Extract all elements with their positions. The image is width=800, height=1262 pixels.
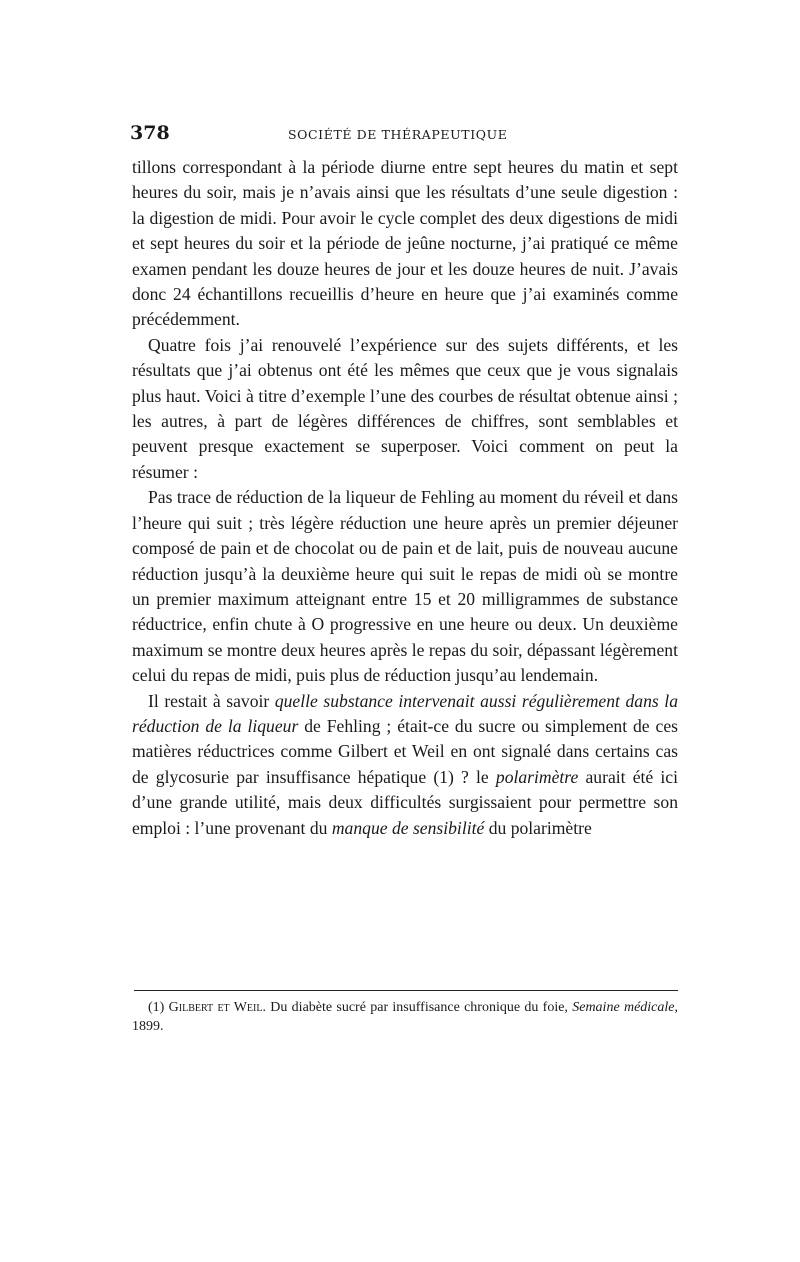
text-run: tillons correspondant à la période diurne entre sept heures du matin et sept heures du soir, mais je n’avais ainsi que les résultats d’une seule digestion : la digestion de midi. Pour avoir le cycle complet des deux digestions de midi et sept heures du soir et la période de jeûne nocturne, j’ai pratiqué ce même examen pendant les douze heures de jour et les douze heures de nuit. J’avais donc 24 échantillons recueillis d’heure en heure que j’ai examinés comme précédemment. (132, 157, 678, 330)
paragraph (132, 485, 678, 688)
footnote-marker: (1) (148, 1000, 165, 1015)
text-run: Quatre fois j’ai renouvelé l’expérience sur des sujets différents, et les résultats que j’ai obtenus ont été les mêmes que ceux que je vous signalais plus haut. Voici à titre d’exemple l’une des courbes de résultat obtenue ainsi ; les autres, à part de légères différences de chiffres, sont semblables et peuvent presque exactement se superposer. Voici comment on peut la résumer : (132, 334, 678, 482)
body-text (132, 155, 678, 841)
footnote-text: Du diabète sucré par insuffisance chronique du foie, (265, 1000, 573, 1015)
text-run: Pas trace de réduction de la liqueur de Fehling au moment du réveil et dans l’heure qui suit ; très légère réduction une heure après un premier déjeuner composé de pain et de chocolat ou de pain et de lait, puis de nouveau aucune réduction jusqu’à la deuxième heure qui suit le repas de midi où se montre un premier maximum atteignant entre 15 et 20 milligrammes de substance réductrice, enfin chute à O progressive en une heure ou deux. Un deuxième maximum se montre deux heures après le repas du soir, dépassant légèrement celui du repas de midi, puis plus de réduction jusqu’au lendemain. (132, 487, 678, 686)
footnote-journal: Semaine médicale (572, 1000, 675, 1015)
page-header (130, 122, 678, 146)
text-run: du polarimètre (484, 817, 592, 838)
text-run: de Fehling ; était-ce du sucre ou simplement de ces matières réductrices comme Gilbert et Weil en ont signalé dans certains cas de glycosurie par insuffisance hépatique (1) ? le (132, 715, 678, 787)
italic-phrase: quelle substance intervenait aussi régulièrement dans la réduction de la liqueur (132, 690, 678, 736)
italic-phrase: manque de sensibilité (331, 817, 485, 838)
paragraph (132, 333, 678, 485)
footnote-year: , 1899. (132, 1000, 678, 1034)
italic-phrase: polarimètre (495, 766, 579, 787)
paragraph (132, 689, 678, 841)
text-run: Il restait à savoir (148, 690, 275, 711)
footnote-authors: Gilbert et Weil. (168, 1000, 266, 1015)
footnote-divider (134, 990, 678, 991)
running-title: SOCIÉTÉ DE THÉRAPEUTIQUE (288, 127, 508, 142)
footnote (132, 998, 678, 1036)
paragraph (132, 155, 678, 333)
page-number: 378 (130, 122, 170, 144)
text-run: aurait été ici d’une grande utilité, mais deux difficultés surgissaient pour permettre son emploi : l’une provenant du (132, 766, 678, 838)
